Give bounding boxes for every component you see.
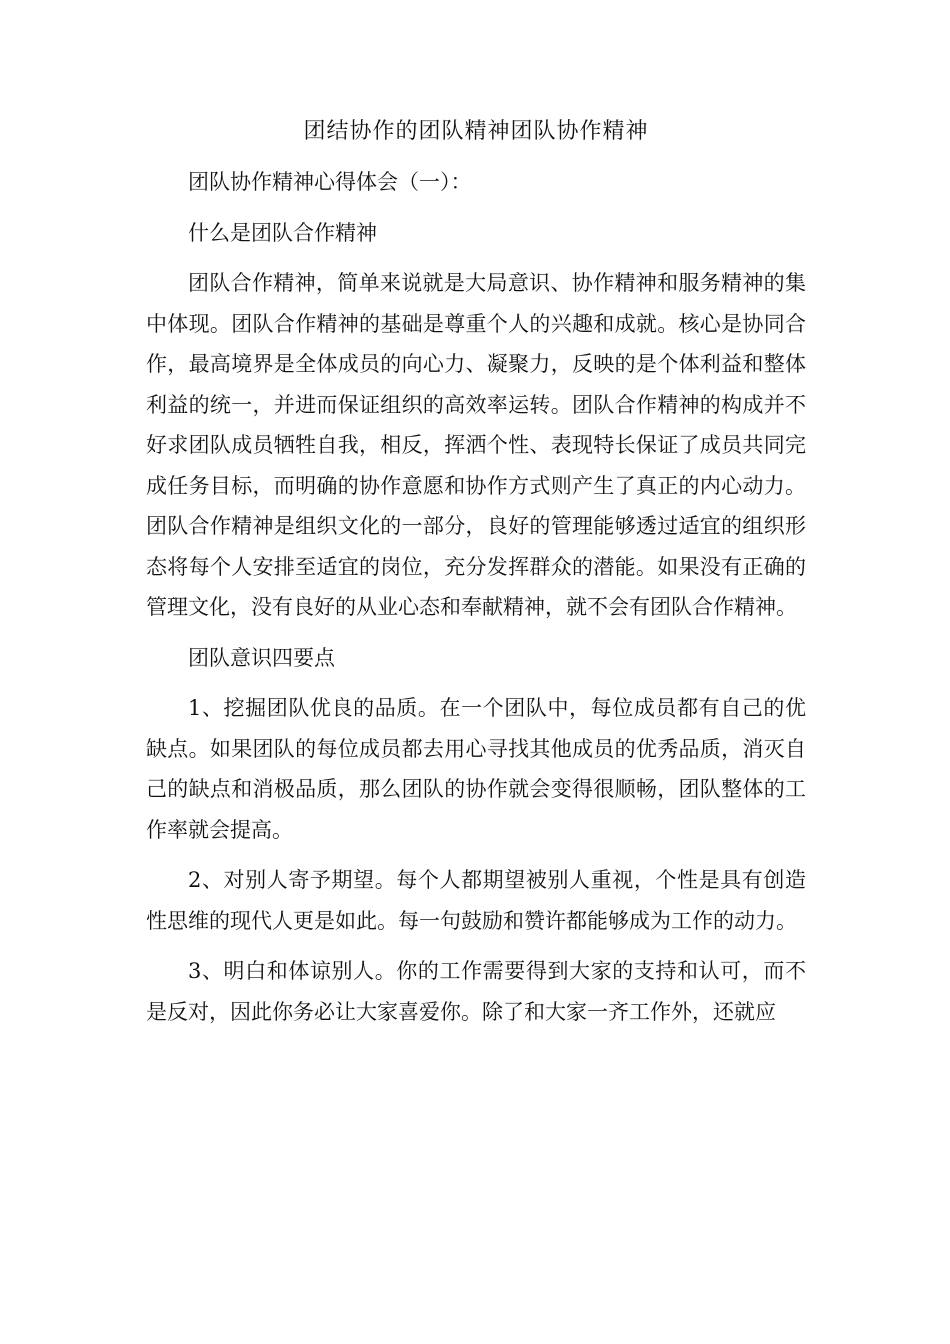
paragraph-teamwork-definition: 团队合作精神，简单来说就是大局意识、协作精神和服务精神的集中体现。团队合作精神的基础是尊重个人的兴趣和成就。核心是协同合作，最高境界是全体成员的向心力、凝聚力，反映的是个体利益和整体利益的统一，并进而保证组织的高效率运转。团队合作精神的构成并不好求团队成员牺牲自我，相反，挥洒个性、表现特长保证了成员共同完成任务目标，而明确的协作意愿和协作方式则产生了真正的内心动力。团队合作精神是组织文化的一部分，良好的管理能够透过适宜的组织形态将每个人安排至适宜的岗位，充分发挥群众的潜能。如果没有正确的管理文化，没有良好的从业心态和奉献精神，就不会有团队合作精神。 [146,271,806,619]
document-body [146,112,806,1032]
heading-what-is-teamwork: 什么是团队合作精神 [188,220,377,245]
list-item-point-2: 2、对别人寄予期望。每个人都期望被别人重视，个性是具有创造性思维的现代人更是如此。每一句鼓励和赞许都能够成为工作的动力。 [146,868,806,933]
document-title: 团结协作的团队精神团队协作精神 [303,119,649,144]
list-item-point-3: 3、明白和体谅别人。你的工作需要得到大家的支持和认可，而不是反对，因此你务必让大家喜爱你。除了和大家一齐工作外，还就应 [146,959,806,1024]
heading-four-points: 团队意识四要点 [188,645,335,670]
section-label: 团队协作精神心得体会（一）： [188,170,472,194]
list-item-point-1: 1、挖掘团队优良的品质。在一个团队中，每位成员都有自己的优缺点。如果团队的每位成员都去用心寻找其他成员的优秀品质，消灭自己的缺点和消极品质，那么团队的协作就会变得很顺畅，团队整体的工作率就会提高。 [146,696,806,842]
